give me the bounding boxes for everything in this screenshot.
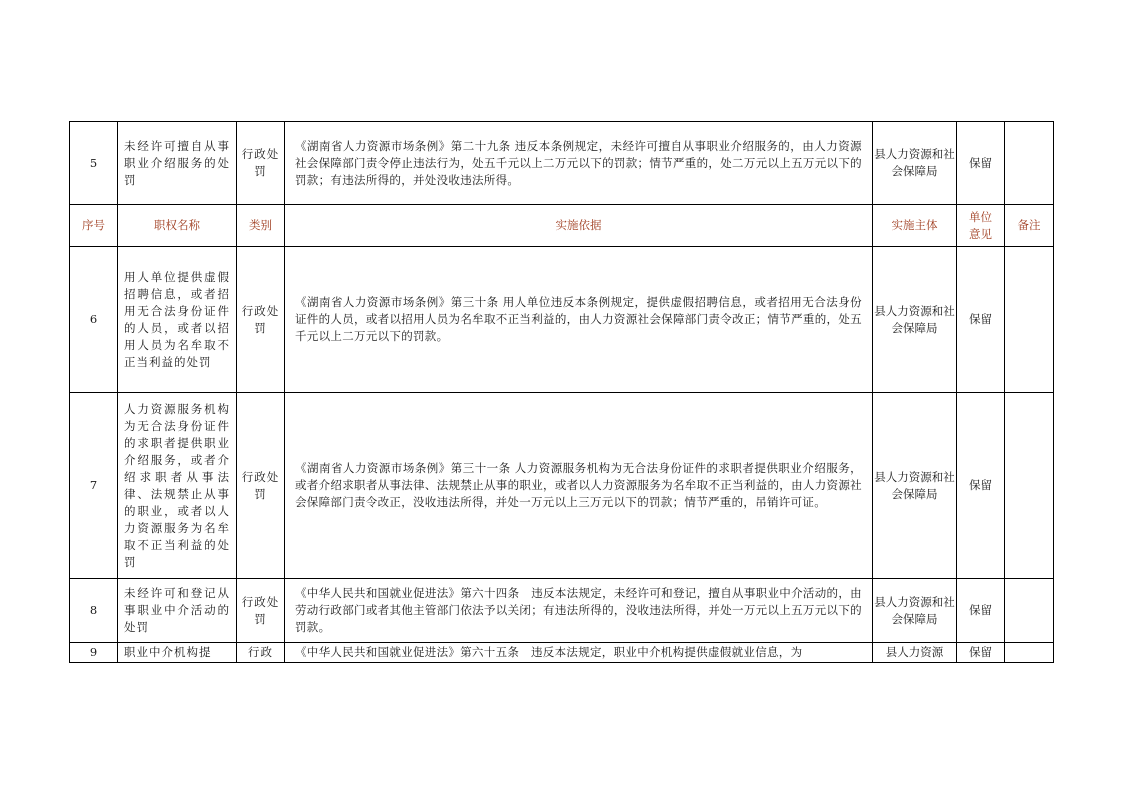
table-row (70, 393, 1054, 579)
category: 行政处罚 (237, 247, 285, 393)
header-no: 序号 (70, 205, 118, 247)
table-row (70, 122, 1054, 205)
header-type: 类别 (237, 205, 285, 247)
table-row (70, 247, 1054, 393)
row-number: 9 (70, 643, 118, 663)
legal-basis: 《中华人民共和国就业促进法》第六十四条 违反本法规定，未经许可和登记，擅自从事职业中介活动的，由劳动行政部门或者其他主管部门依法予以关闭；有违法所得的，没收违法所得，并处一万元以上五万元以下的罚款。 (285, 579, 873, 643)
category: 行政 (237, 643, 285, 663)
header-basis: 实施依据 (285, 205, 873, 247)
power-name: 职业中介机构提 (118, 643, 237, 663)
legal-basis: 《湖南省人力资源市场条例》第三十一条 人力资源服务机构为无合法身份证件的求职者提供职业介绍服务，或者介绍求职者从事法律、法规禁止从事的职业，或者以人力资源服务为名牟取不正当利益的，由人力资源社会保障部门责令改正，没收违法所得，并处一万元以上三万元以下的罚款；情节严重的，吊销许可证。 (285, 393, 873, 579)
unit-opinion: 保留 (957, 643, 1005, 663)
power-name: 未经许可擅自从事职业介绍服务的处罚 (118, 122, 237, 205)
unit-opinion: 保留 (957, 393, 1005, 579)
remark (1005, 393, 1054, 579)
implementing-body: 县人力资源和社会保障局 (873, 122, 957, 205)
implementing-body: 县人力资源和社会保障局 (873, 579, 957, 643)
row-number: 6 (70, 247, 118, 393)
power-name: 人力资源服务机构为无合法身份证件的求职者提供职业介绍服务，或者介绍求职者从事法律、法规禁止从事的职业，或者以人力资源服务为名牟取不正当利益的处罚 (118, 393, 237, 579)
header-opinion: 单位意见 (957, 205, 1005, 247)
legal-basis: 《湖南省人力资源市场条例》第三十条 用人单位违反本条例规定，提供虚假招聘信息，或者招用无合法身份证件的人员，或者以招用人员为名牟取不正当利益的，由人力资源社会保障部门责令改正；情节严重的，处五千元以上二万元以下的罚款。 (285, 247, 873, 393)
remark (1005, 643, 1054, 663)
table-header-row (70, 205, 1054, 247)
header-remark: 备注 (1005, 205, 1054, 247)
implementing-body: 县人力资源和社会保障局 (873, 393, 957, 579)
unit-opinion: 保留 (957, 247, 1005, 393)
power-list-table (69, 121, 1054, 663)
header-name: 职权名称 (118, 205, 237, 247)
row-number: 5 (70, 122, 118, 205)
power-name: 用人单位提供虚假招聘信息，或者招用无合法身份证件的人员，或者以招用人员为名牟取不正当利益的处罚 (118, 247, 237, 393)
header-subject: 实施主体 (873, 205, 957, 247)
row-number: 8 (70, 579, 118, 643)
power-name: 未经许可和登记从事职业中介活动的处罚 (118, 579, 237, 643)
implementing-body: 县人力资源 (873, 643, 957, 663)
remark (1005, 579, 1054, 643)
category: 行政处罚 (237, 393, 285, 579)
category: 行政处罚 (237, 579, 285, 643)
legal-basis: 《湖南省人力资源市场条例》第二十九条 违反本条例规定，未经许可擅自从事职业介绍服务的，由人力资源社会保障部门责令停止违法行为，处五千元以上二万元以下的罚款；情节严重的，处二万元以上五万元以下的罚款；有违法所得的，并处没收违法所得。 (285, 122, 873, 205)
legal-basis: 《中华人民共和国就业促进法》第六十五条 违反本法规定，职业中介机构提供虚假就业信息，为 (285, 643, 873, 663)
implementing-body: 县人力资源和社会保障局 (873, 247, 957, 393)
row-number: 7 (70, 393, 118, 579)
unit-opinion: 保留 (957, 122, 1005, 205)
remark (1005, 122, 1054, 205)
unit-opinion: 保留 (957, 579, 1005, 643)
category: 行政处罚 (237, 122, 285, 205)
remark (1005, 247, 1054, 393)
table-row (70, 643, 1054, 663)
table-row (70, 579, 1054, 643)
